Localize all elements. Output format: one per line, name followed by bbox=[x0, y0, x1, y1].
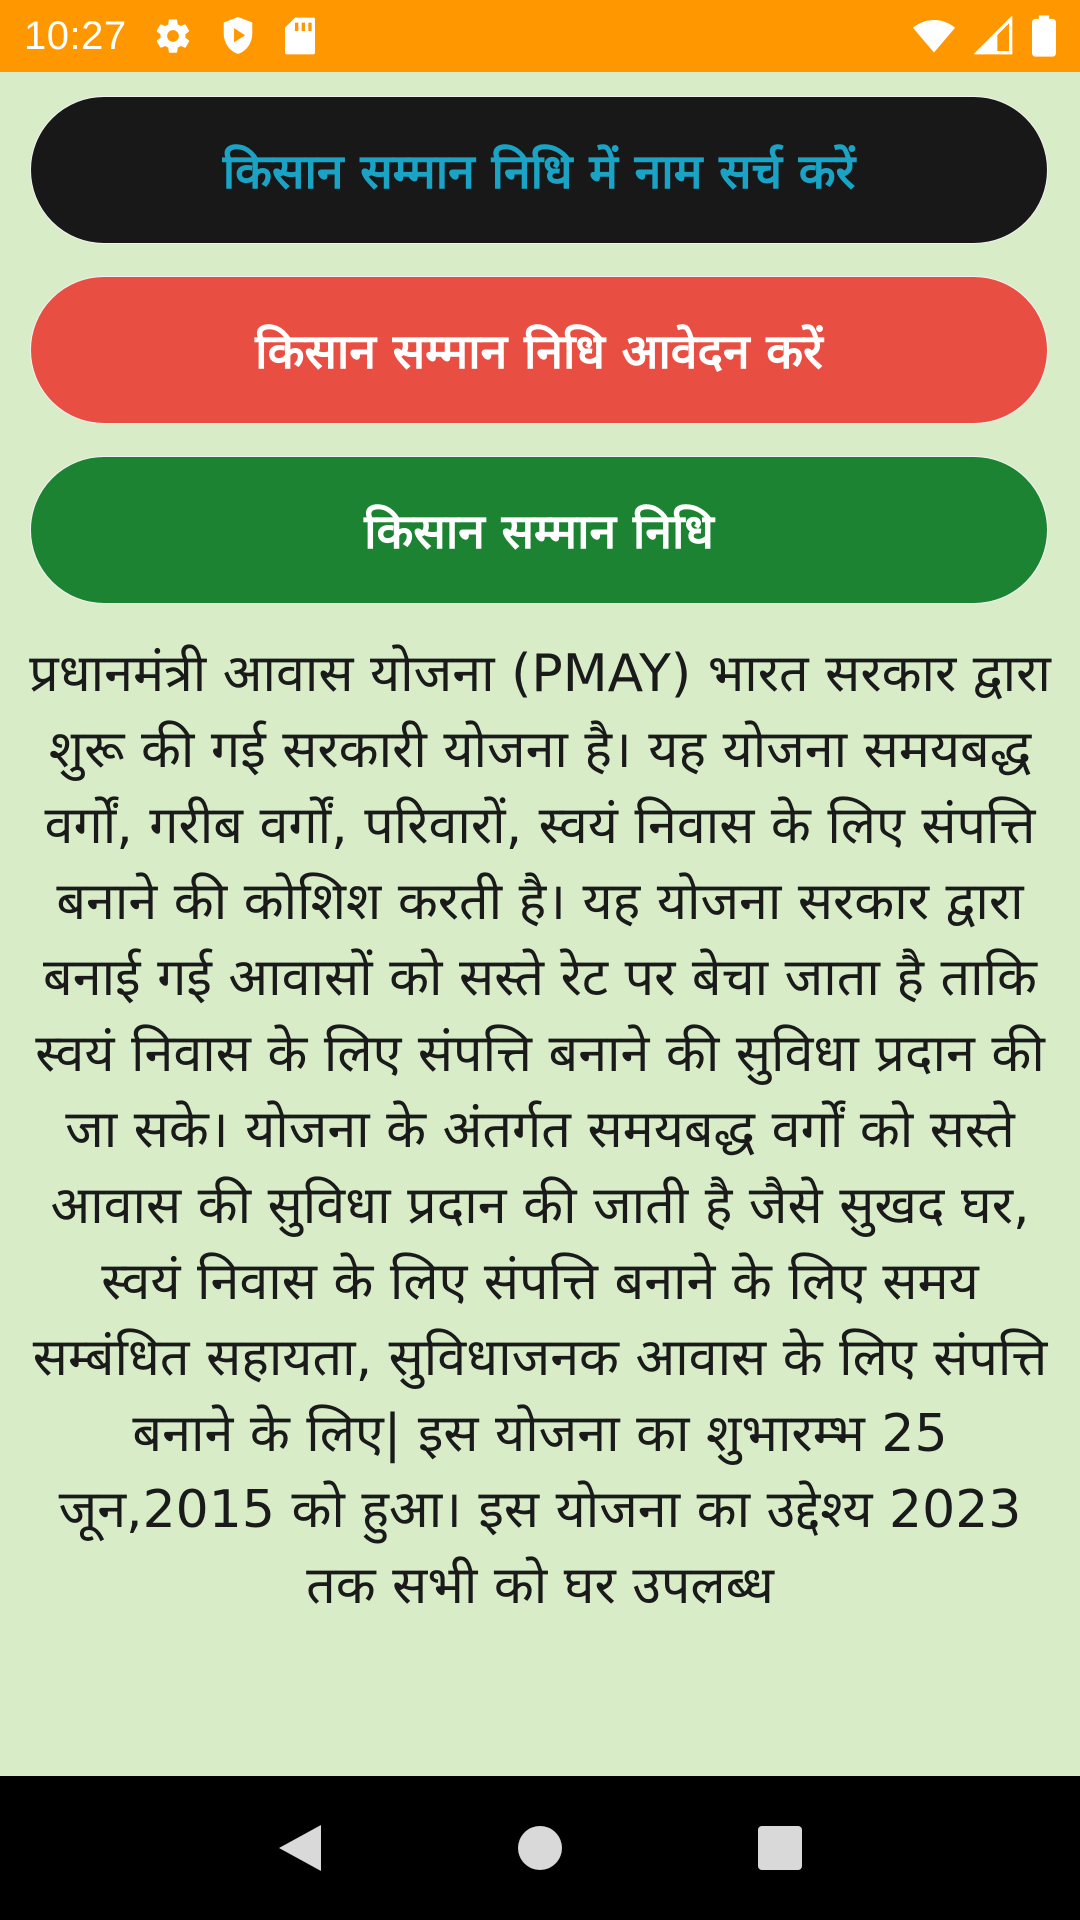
gear-icon bbox=[153, 16, 193, 56]
wifi-icon bbox=[912, 17, 956, 55]
shield-play-icon bbox=[219, 15, 257, 57]
description-text: प्रधानमंत्री आवास योजना (PMAY) भारत सरकार द्वारा शुरू की गई सरकारी योजना है। यह योजना समयबद्ध वर्गों, गरीब वर्गों, परिवारों, स्वयं निवास के लिए संपत्ति बनाने की कोशिश करती है। यह योजना सरकार द्वारा बनाई गई आवासों को सस्ते रेट पर बेचा जाता है ताकि स्वयं निवास के लिए संपत्ति बनाने की सुविधा प्रदान की जा सके। योजना के अंतर्गत समयबद्ध वर्गों को सस्ते आवास की सुविधा प्रदान की जाती है जैसे सुखद घर, स्वयं निवास के लिए संपत्ति बनाने के लिए समय सम्बंधित सहायता, सुविधाजनक आवास के लिए संपत्ति बनाने के लिए| इस योजना का शुभारम्भ 25 जून,2015 को हुआ। इस योजना का उद्देश्य 2023 तक सभी को घर उपलब्ध bbox=[29, 644, 1051, 1616]
signal-icon bbox=[974, 16, 1014, 56]
apply-button[interactable] bbox=[30, 276, 1048, 424]
status-right bbox=[912, 15, 1056, 57]
battery-icon bbox=[1032, 15, 1056, 57]
apply-button-label: किसान सम्मान निधि आवेदन करें bbox=[255, 323, 823, 380]
recents-icon[interactable] bbox=[757, 1825, 803, 1871]
back-icon[interactable] bbox=[277, 1823, 323, 1873]
status-time: 10:27 bbox=[24, 13, 127, 58]
navigation-bar bbox=[0, 1776, 1080, 1920]
sd-card-icon bbox=[283, 16, 317, 56]
kisan-samman-nidhi-button-label: किसान सम्मान निधि bbox=[364, 503, 714, 560]
home-icon[interactable] bbox=[517, 1825, 563, 1871]
status-bar bbox=[0, 0, 1080, 72]
search-name-button-label: किसान सम्मान निधि में नाम सर्च करें bbox=[222, 143, 856, 200]
status-left bbox=[24, 14, 317, 59]
kisan-samman-nidhi-button[interactable] bbox=[30, 456, 1048, 604]
description-scroll-area[interactable] bbox=[28, 636, 1052, 1776]
search-name-button[interactable] bbox=[30, 96, 1048, 244]
